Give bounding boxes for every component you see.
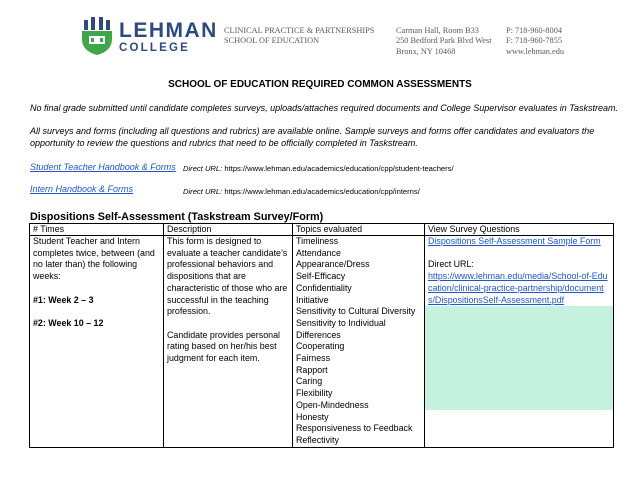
- topic-item: Sensitivity to Individual Differences: [296, 317, 386, 340]
- topic-item: Timeliness: [296, 236, 339, 246]
- topic-item: Reflectivity: [296, 434, 339, 445]
- times-intro: Student Teacher and Intern completes twice, between (and no later than) the following weeks:: [33, 236, 155, 282]
- column-header-description: Description: [164, 224, 293, 236]
- times-cell: [30, 236, 164, 448]
- times-week-2: #2: Week 10 – 12: [33, 317, 104, 328]
- department-line: CLINICAL PRACTICE & PARTNERSHIPS: [224, 26, 375, 35]
- surveys-note: All surveys and forms (including all questions and rubrics) are available online. Sample surveys and forms offer candidates and evaluators the opportunity to review the questions and rubrics that need to be officially completed in Taskstream.: [30, 126, 595, 148]
- department-block: [224, 26, 374, 47]
- column-header-topics: Topics evaluated: [293, 224, 425, 236]
- direct-url-value[interactable]: https://www.lehman.edu/academics/education/cpp/interns/: [224, 187, 420, 196]
- direct-url-label: Direct URL:: [428, 259, 474, 270]
- direct-url-label: Direct URL:: [183, 187, 223, 196]
- section-title: Dispositions Self-Assessment (Taskstream Survey/Form): [30, 211, 324, 223]
- topic-item: Honesty: [296, 411, 329, 422]
- student-teacher-handbook-link[interactable]: Student Teacher Handbook & Forms: [30, 162, 176, 172]
- address-block: [396, 26, 492, 57]
- topic-item: Caring: [296, 376, 323, 387]
- topic-item: Rapport: [296, 364, 328, 375]
- intern-direct-url: [183, 187, 420, 196]
- sample-form-link[interactable]: Dispositions Self-Assessment Sample Form: [428, 236, 601, 246]
- description-text: Candidate provides personal rating based on her/his best judgment for each item.: [167, 329, 280, 364]
- topic-item: Confidentiality: [296, 282, 352, 293]
- topics-cell: [293, 236, 425, 448]
- table-header-row: [30, 224, 614, 236]
- department-line: SCHOOL OF EDUCATION: [224, 36, 320, 46]
- description-cell: [164, 236, 293, 448]
- times-week-1: #1: Week 2 – 3: [33, 294, 94, 305]
- topic-item: Initiative: [296, 294, 329, 305]
- lehman-logo: [80, 17, 218, 57]
- logo-name: LEHMAN: [119, 19, 218, 42]
- highlight-fill: [425, 306, 613, 410]
- direct-url-label: Direct URL:: [183, 164, 223, 173]
- topic-item: Appearance/Dress: [296, 259, 370, 270]
- topic-item: Fairness: [296, 353, 331, 364]
- column-header-times: # Times: [30, 224, 164, 236]
- table-row: [30, 236, 614, 448]
- grade-note: No final grade submitted until candidate completes surveys, uploads/attaches required documents and College Supervisor evaluates in Taskstream.: [30, 103, 618, 113]
- intern-handbook-link[interactable]: Intern Handbook & Forms: [30, 184, 134, 194]
- topic-item: Responsiveness to Feedback: [296, 423, 413, 434]
- page-title: SCHOOL OF EDUCATION REQUIRED COMMON ASSESSMENTS: [168, 79, 472, 90]
- description-text: This form is designed to evaluate a teacher candidate’s professional behaviors and dispositions that are characteristic of those who are successful in the teaching profession.: [167, 236, 288, 317]
- student-teacher-direct-url: [183, 164, 454, 173]
- fax: F: 718-960-7855: [506, 36, 563, 46]
- address-line: Carman Hall, Room B33: [396, 26, 479, 35]
- topic-item: Attendance: [296, 247, 341, 258]
- survey-cell: [425, 236, 614, 448]
- phone: P: 718-960-8004: [506, 26, 563, 35]
- topic-item: Flexibility: [296, 388, 333, 399]
- assessment-table: [29, 223, 614, 448]
- website: www.lehman.edu: [506, 46, 564, 56]
- column-header-survey: View Survey Questions: [425, 224, 614, 236]
- topic-item: Cooperating: [296, 341, 345, 352]
- topic-item: Self-Efficacy: [296, 271, 346, 282]
- address-line: 250 Bedford Park Blvd West: [396, 36, 492, 46]
- lehman-crest-icon: [80, 17, 114, 55]
- sample-form-url[interactable]: https://www.lehman.edu/media/School-of-Education/clinical-practice-partnership/documents/DispositionsSelf-Assessment.pdf: [428, 271, 608, 305]
- topic-item: Sensitivity to Cultural Diversity: [296, 306, 416, 317]
- contact-block: [506, 26, 564, 57]
- logo-subname: COLLEGE: [119, 42, 190, 54]
- topic-item: Open-Mindedness: [296, 399, 369, 410]
- address-line: Bronx, NY 10468: [396, 46, 456, 56]
- direct-url-value[interactable]: https://www.lehman.edu/academics/education/cpp/student-teachers/: [224, 164, 454, 173]
